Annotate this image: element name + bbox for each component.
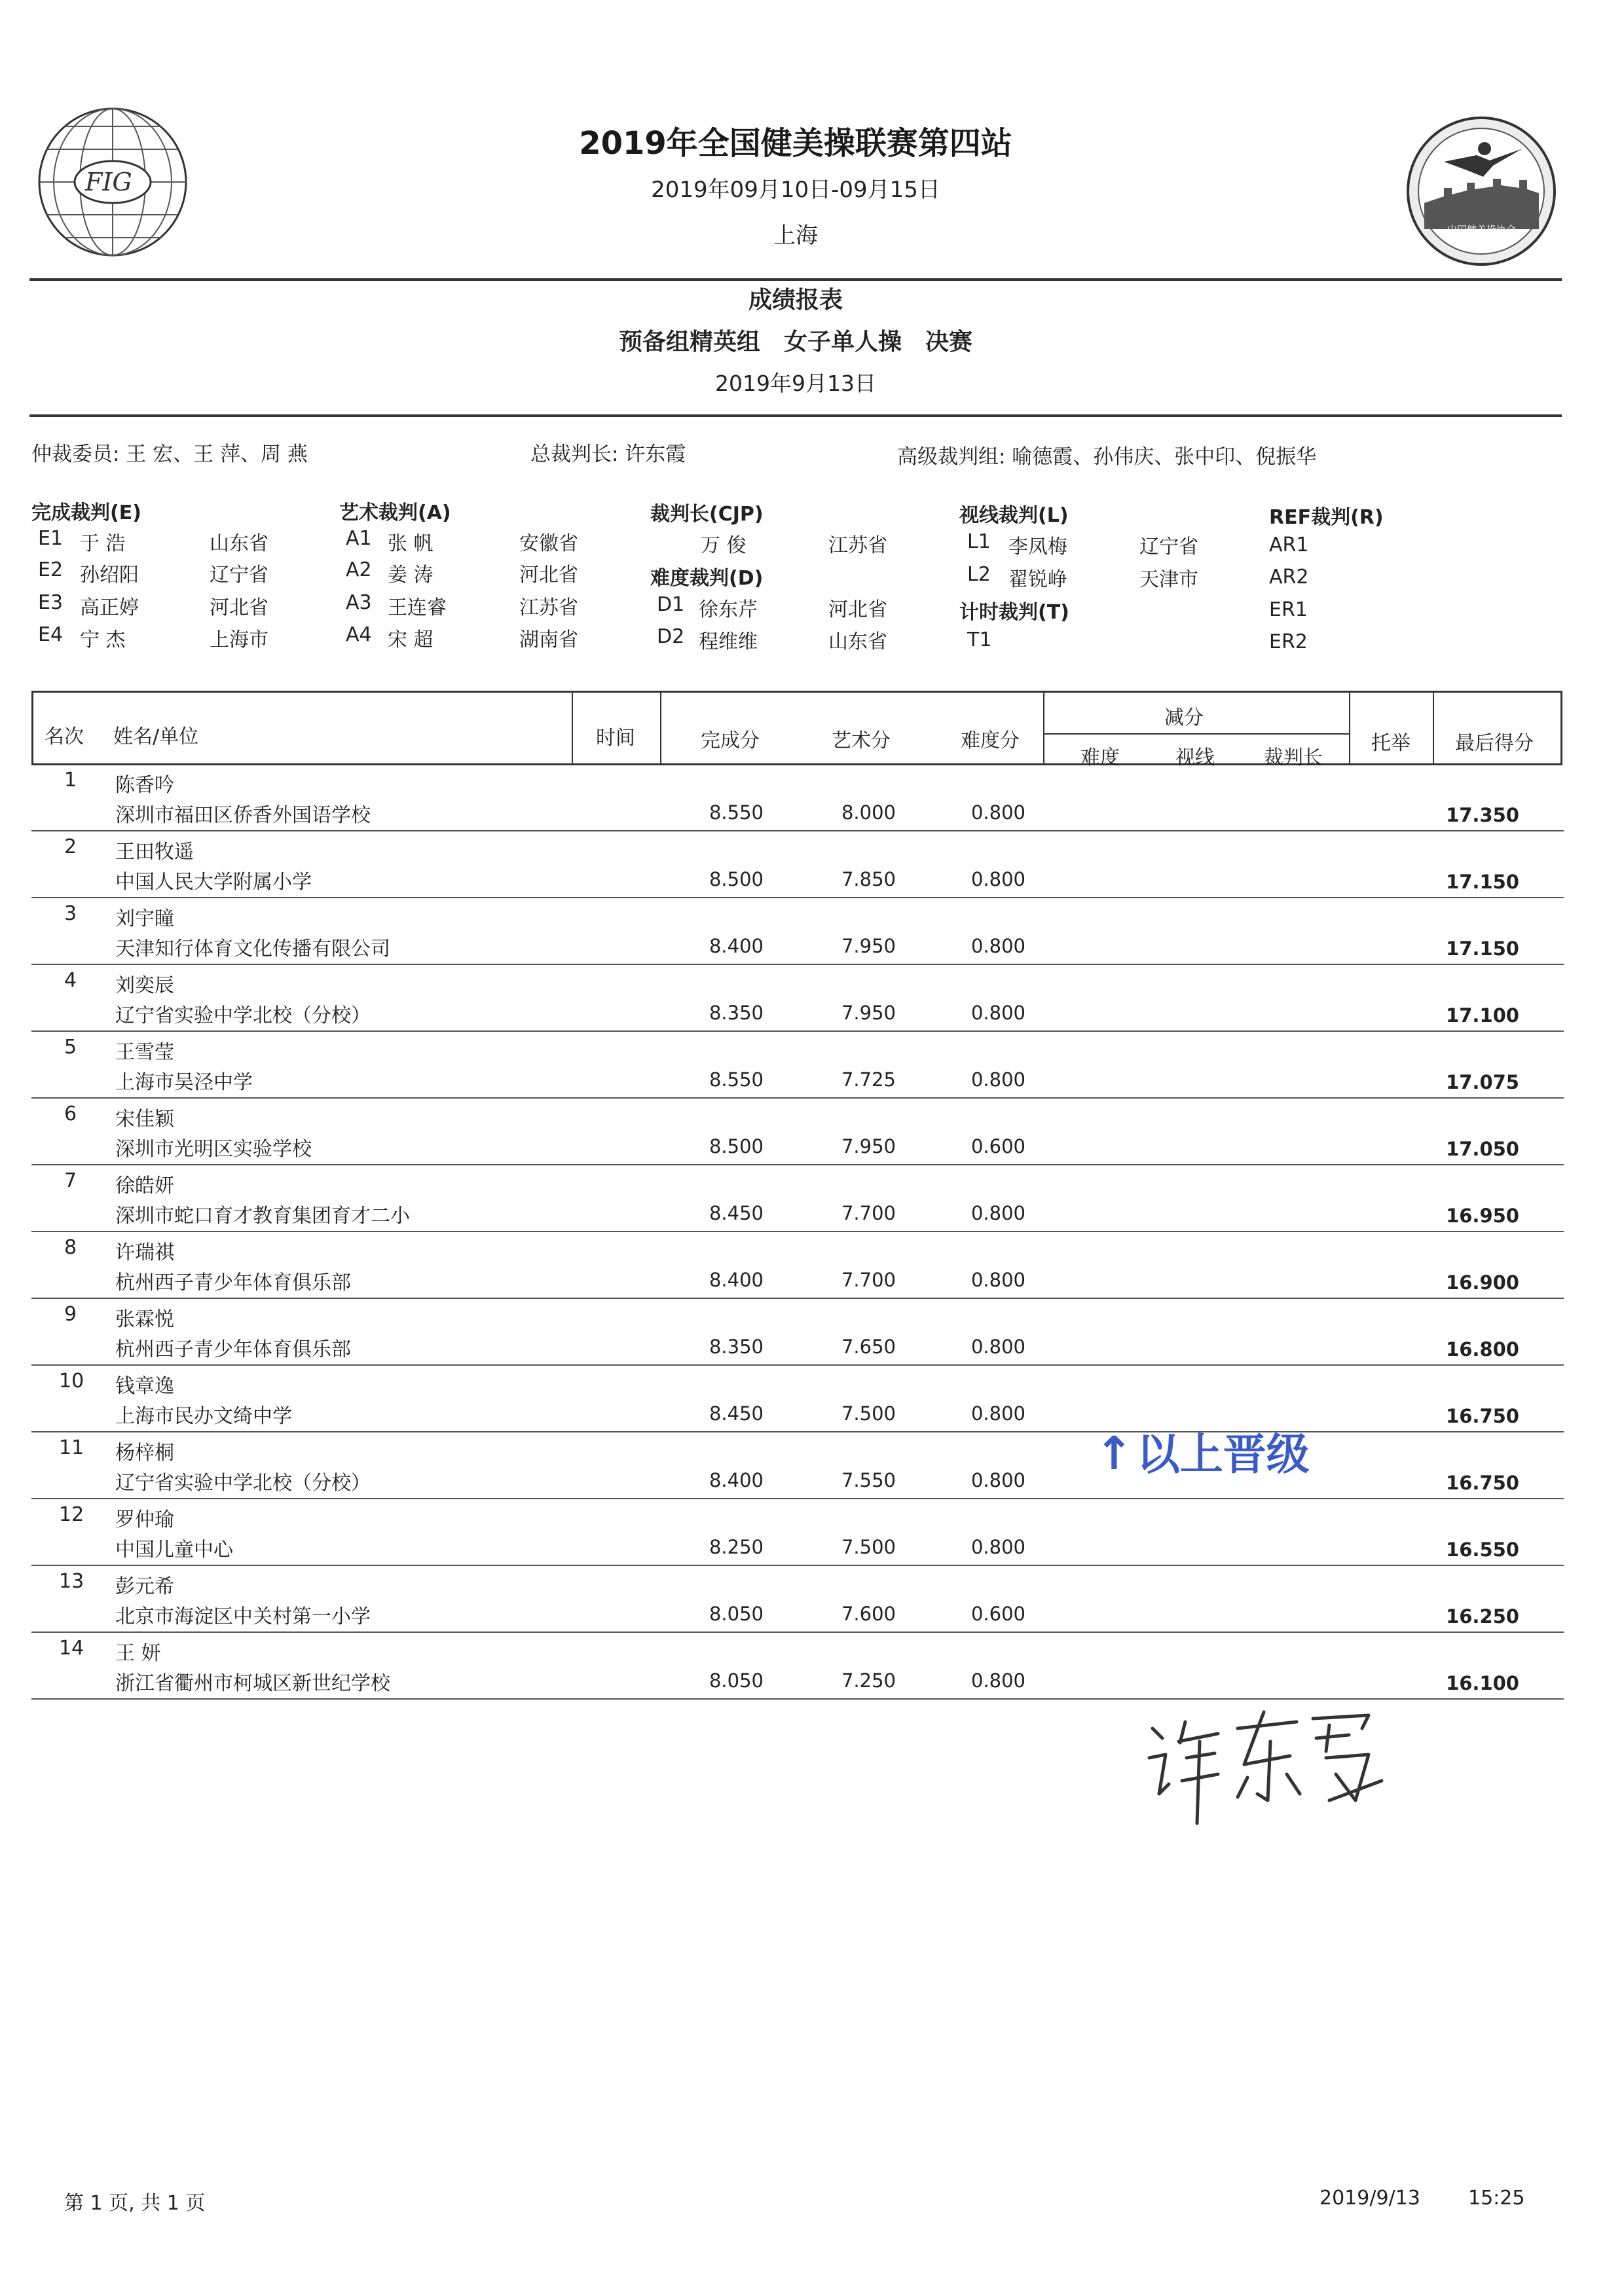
row-divider — [31, 964, 1564, 965]
th-time: 时间 — [596, 727, 635, 750]
l2-province: 天津市 — [1139, 568, 1198, 591]
row-exec-score: 8.250 — [709, 1536, 764, 1558]
row-art-score: 7.650 — [841, 1336, 896, 1358]
row-divider — [31, 1164, 1564, 1165]
row-diff-score: 0.800 — [970, 1336, 1025, 1358]
page-number: 第 1 页, 共 1 页 — [64, 2192, 206, 2215]
row-divider — [31, 1030, 1564, 1032]
row-art-score: 7.850 — [841, 868, 896, 890]
e1-province: 山东省 — [210, 532, 268, 555]
fig-logo-text: FIG — [85, 168, 132, 196]
row-art-score: 7.950 — [841, 1135, 896, 1157]
row-diff-score: 0.800 — [970, 1068, 1025, 1091]
row-exec-score: 8.050 — [709, 1603, 764, 1625]
row-diff-score: 0.800 — [970, 1002, 1025, 1024]
col-divider-lift — [1349, 691, 1350, 765]
row-final-score: 16.950 — [1446, 1205, 1519, 1227]
results-table-header — [31, 691, 1562, 765]
report-divider — [29, 414, 1562, 417]
report-date: 2019年9月13日 — [715, 371, 876, 396]
row-athlete-name: 张霖悦 — [115, 1308, 174, 1331]
row-athlete-name: 陈香吟 — [115, 774, 174, 797]
row-divider — [31, 1364, 1564, 1366]
row-athlete-name: 杨梓桐 — [115, 1442, 174, 1465]
row-athlete-unit: 天津知行体育文化传播有限公司 — [115, 938, 390, 960]
row-diff-score: 0.800 — [970, 801, 1025, 824]
a1-code: A1 — [346, 527, 372, 550]
deduct-subdivider — [1043, 733, 1349, 735]
report-category: 预备组精英组 女子单人操 决赛 — [618, 329, 972, 355]
ref-ar1: AR1 — [1269, 534, 1309, 556]
row-rank: 14 — [59, 1637, 84, 1660]
caa-logo-text: 中国健美操协会 — [1447, 224, 1516, 236]
row-final-score: 17.100 — [1446, 1004, 1519, 1027]
th-name: 姓名/单位 — [113, 725, 199, 748]
cjp-province: 江苏省 — [828, 534, 887, 557]
group-d-title: 难度裁判(D) — [650, 567, 764, 590]
print-time: 15:25 — [1468, 2187, 1525, 2210]
row-diff-score: 0.800 — [970, 935, 1025, 957]
a2-province: 河北省 — [519, 564, 578, 587]
row-athlete-name: 刘奕辰 — [115, 974, 174, 997]
chief-referee: 总裁判长: 许东霞 — [530, 443, 686, 466]
row-athlete-unit: 杭州西子青少年体育俱乐部 — [115, 1338, 351, 1361]
a3-province: 江苏省 — [519, 596, 578, 619]
th-deduct-cjp: 裁判长 — [1264, 746, 1323, 769]
col-divider-time — [572, 691, 573, 765]
row-exec-score: 8.350 — [709, 1336, 764, 1358]
th-deduct: 减分 — [1164, 706, 1204, 729]
l2-name: 翟锐峥 — [1008, 568, 1067, 591]
row-athlete-name: 王田牧遥 — [115, 841, 194, 864]
row-divider — [31, 1097, 1564, 1099]
row-rank: 12 — [59, 1503, 84, 1526]
th-art: 艺术分 — [832, 729, 891, 752]
row-athlete-name: 王雪莹 — [115, 1041, 174, 1064]
row-art-score: 8.000 — [841, 801, 896, 824]
row-divider — [31, 1231, 1564, 1232]
row-exec-score: 8.400 — [709, 1269, 764, 1291]
row-exec-score: 8.450 — [709, 1402, 764, 1425]
row-diff-score: 0.800 — [970, 1669, 1025, 1692]
row-final-score: 16.550 — [1446, 1539, 1519, 1561]
e2-province: 辽宁省 — [210, 564, 268, 587]
d2-code: D2 — [657, 625, 685, 648]
row-exec-score: 8.450 — [709, 1202, 764, 1224]
row-athlete-name: 徐皓妍 — [115, 1175, 174, 1197]
a4-province: 湖南省 — [519, 629, 578, 651]
e2-code: E2 — [38, 558, 64, 581]
row-divider — [31, 1631, 1564, 1633]
e1-name: 于 浩 — [80, 532, 126, 555]
row-rank: 2 — [64, 835, 77, 858]
ref-er1: ER1 — [1269, 598, 1308, 621]
th-rank: 名次 — [45, 725, 84, 748]
d2-name: 程维维 — [699, 630, 758, 653]
row-divider — [31, 897, 1564, 898]
e4-province: 上海市 — [210, 629, 268, 651]
row-athlete-name: 宋佳颖 — [115, 1108, 174, 1131]
group-t-title: 计时裁判(T) — [959, 601, 1069, 624]
jury-members: 仲裁委员: 王 宏、王 萍、周 燕 — [31, 443, 308, 466]
row-athlete-unit: 中国人民大学附属小学 — [115, 871, 312, 894]
a2-code: A2 — [346, 558, 372, 581]
row-diff-score: 0.800 — [970, 1536, 1025, 1558]
th-deduct-line: 视线 — [1175, 746, 1215, 769]
row-athlete-unit: 深圳市蛇口育才教育集团育才二小 — [115, 1205, 410, 1228]
e3-name: 高正婷 — [80, 596, 139, 619]
row-art-score: 7.700 — [841, 1202, 896, 1224]
row-final-score: 17.150 — [1446, 871, 1519, 893]
header-divider — [29, 278, 1562, 281]
e3-province: 河北省 — [210, 596, 268, 619]
event-dates: 2019年09月10日-09月15日 — [651, 177, 940, 203]
e3-code: E3 — [38, 591, 64, 614]
row-exec-score: 8.400 — [709, 1469, 764, 1491]
row-final-score: 16.750 — [1446, 1472, 1519, 1494]
ref-ar2: AR2 — [1269, 566, 1309, 589]
row-rank: 1 — [64, 769, 77, 792]
row-athlete-unit: 深圳市光明区实验学校 — [115, 1138, 312, 1161]
th-diff: 难度分 — [961, 729, 1020, 752]
row-final-score: 17.050 — [1446, 1138, 1519, 1160]
row-divider — [31, 1298, 1564, 1299]
a1-name: 张 帆 — [388, 532, 434, 555]
row-exec-score: 8.350 — [709, 1002, 764, 1024]
row-divider — [31, 830, 1564, 831]
th-final: 最后得分 — [1455, 732, 1534, 755]
l1-province: 辽宁省 — [1139, 536, 1198, 558]
ref-er2: ER2 — [1269, 630, 1308, 653]
cjp-name: 万 俊 — [701, 534, 747, 557]
row-rank: 13 — [59, 1570, 84, 1593]
row-final-score: 16.250 — [1446, 1605, 1519, 1628]
print-date: 2019/9/13 — [1320, 2187, 1420, 2210]
event-city: 上海 — [773, 223, 818, 249]
row-rank: 6 — [64, 1102, 77, 1125]
a2-name: 姜 涛 — [388, 564, 434, 587]
row-rank: 5 — [64, 1036, 77, 1059]
row-divider — [31, 1698, 1564, 1700]
row-exec-score: 8.050 — [709, 1669, 764, 1692]
row-rank: 8 — [64, 1236, 77, 1259]
group-ref-title: REF裁判(R) — [1269, 506, 1384, 529]
t1-code: T1 — [967, 629, 992, 651]
advance-stamp-text: 以上晋级 — [1136, 1429, 1310, 1480]
row-diff-score: 0.800 — [970, 1269, 1025, 1291]
l1-name: 李凤梅 — [1008, 536, 1067, 558]
th-exec: 完成分 — [701, 729, 760, 752]
row-art-score: 7.250 — [841, 1669, 896, 1692]
row-rank: 10 — [59, 1370, 84, 1393]
l2-code: L2 — [967, 563, 991, 586]
row-final-score: 16.800 — [1446, 1338, 1519, 1360]
row-rank: 9 — [64, 1303, 77, 1326]
a4-name: 宋 超 — [388, 629, 434, 651]
row-athlete-name: 钱章逸 — [115, 1375, 174, 1398]
th-lift: 托举 — [1371, 732, 1411, 755]
row-exec-score: 8.500 — [709, 868, 764, 890]
row-diff-score: 0.800 — [970, 868, 1025, 890]
row-exec-score: 8.550 — [709, 1068, 764, 1091]
group-a-title: 艺术裁判(A) — [339, 501, 451, 524]
row-exec-score: 8.550 — [709, 801, 764, 824]
chief-signature — [1139, 1702, 1388, 1833]
row-diff-score: 0.800 — [970, 1402, 1025, 1425]
e1-code: E1 — [38, 527, 64, 550]
row-athlete-unit: 杭州西子青少年体育俱乐部 — [115, 1271, 351, 1294]
row-athlete-unit: 北京市海淀区中关村第一小学 — [115, 1605, 371, 1628]
row-art-score: 7.700 — [841, 1269, 896, 1291]
advance-stamp — [1095, 1427, 1310, 1480]
row-divider — [31, 1498, 1564, 1499]
group-l-title: 视线裁判(L) — [959, 504, 1069, 527]
row-athlete-unit: 中国儿童中心 — [115, 1539, 233, 1561]
row-athlete-unit: 辽宁省实验中学北校（分校） — [115, 1472, 371, 1495]
row-final-score: 17.150 — [1446, 938, 1519, 960]
row-exec-score: 8.500 — [709, 1135, 764, 1157]
d1-province: 河北省 — [828, 598, 887, 621]
report-title: 成绩报表 — [748, 287, 843, 314]
col-divider-final — [1433, 691, 1434, 765]
senior-referees: 高级裁判组: 喻德霞、孙伟庆、张中印、倪振华 — [897, 445, 1317, 469]
row-art-score: 7.600 — [841, 1603, 896, 1625]
row-athlete-unit: 浙江省衢州市柯城区新世纪学校 — [115, 1672, 390, 1695]
row-art-score: 7.550 — [841, 1469, 896, 1491]
row-divider — [31, 1565, 1564, 1566]
event-title: 2019年全国健美操联赛第四站 — [579, 125, 1012, 162]
col-divider-deduct — [1043, 691, 1044, 765]
row-exec-score: 8.400 — [709, 935, 764, 957]
row-art-score: 7.725 — [841, 1068, 896, 1091]
th-deduct-diff: 难度 — [1080, 746, 1120, 769]
row-athlete-name: 许瑞祺 — [115, 1241, 174, 1264]
group-cjp-title: 裁判长(CJP) — [650, 503, 764, 526]
e4-name: 宁 杰 — [80, 629, 126, 651]
row-final-score: 17.350 — [1446, 804, 1519, 826]
e4-code: E4 — [38, 623, 64, 646]
row-final-score: 16.750 — [1446, 1405, 1519, 1427]
row-diff-score: 0.600 — [970, 1603, 1025, 1625]
row-rank: 11 — [59, 1436, 84, 1459]
row-art-score: 7.950 — [841, 935, 896, 957]
row-diff-score: 0.600 — [970, 1135, 1025, 1157]
d1-code: D1 — [657, 593, 685, 616]
a3-name: 王连睿 — [388, 596, 447, 619]
row-diff-score: 0.800 — [970, 1202, 1025, 1224]
row-athlete-name: 刘宇瞳 — [115, 907, 174, 930]
row-athlete-unit: 辽宁省实验中学北校（分校） — [115, 1004, 371, 1027]
row-art-score: 7.500 — [841, 1402, 896, 1425]
l1-code: L1 — [967, 530, 991, 553]
row-athlete-name: 罗仲瑜 — [115, 1508, 174, 1531]
row-athlete-name: 王 妍 — [115, 1642, 161, 1665]
row-athlete-unit: 深圳市福田区侨香外国语学校 — [115, 804, 371, 827]
row-rank: 7 — [64, 1169, 77, 1192]
up-arrow-icon: ↑ — [1095, 1427, 1134, 1480]
row-final-score: 16.900 — [1446, 1271, 1519, 1294]
group-e-title: 完成裁判(E) — [31, 501, 141, 524]
row-athlete-unit: 上海市吴泾中学 — [115, 1071, 253, 1094]
a3-code: A3 — [346, 591, 372, 614]
row-art-score: 7.500 — [841, 1536, 896, 1558]
caa-logo-sub: CAA — [1470, 239, 1493, 251]
row-rank: 4 — [64, 969, 77, 992]
e2-name: 孙绍阳 — [80, 564, 139, 587]
row-athlete-unit: 上海市民办文绮中学 — [115, 1405, 292, 1428]
row-rank: 3 — [64, 902, 77, 925]
row-divider — [31, 1431, 1564, 1432]
a1-province: 安徽省 — [519, 532, 578, 555]
row-final-score: 17.075 — [1446, 1071, 1519, 1093]
a4-code: A4 — [346, 623, 372, 646]
row-athlete-name: 彭元希 — [115, 1575, 174, 1598]
col-divider-exec — [660, 691, 661, 765]
row-final-score: 16.100 — [1446, 1672, 1519, 1694]
row-art-score: 7.950 — [841, 1002, 896, 1024]
row-diff-score: 0.800 — [970, 1469, 1025, 1491]
d1-name: 徐东芹 — [699, 598, 758, 621]
d2-province: 山东省 — [828, 630, 887, 653]
